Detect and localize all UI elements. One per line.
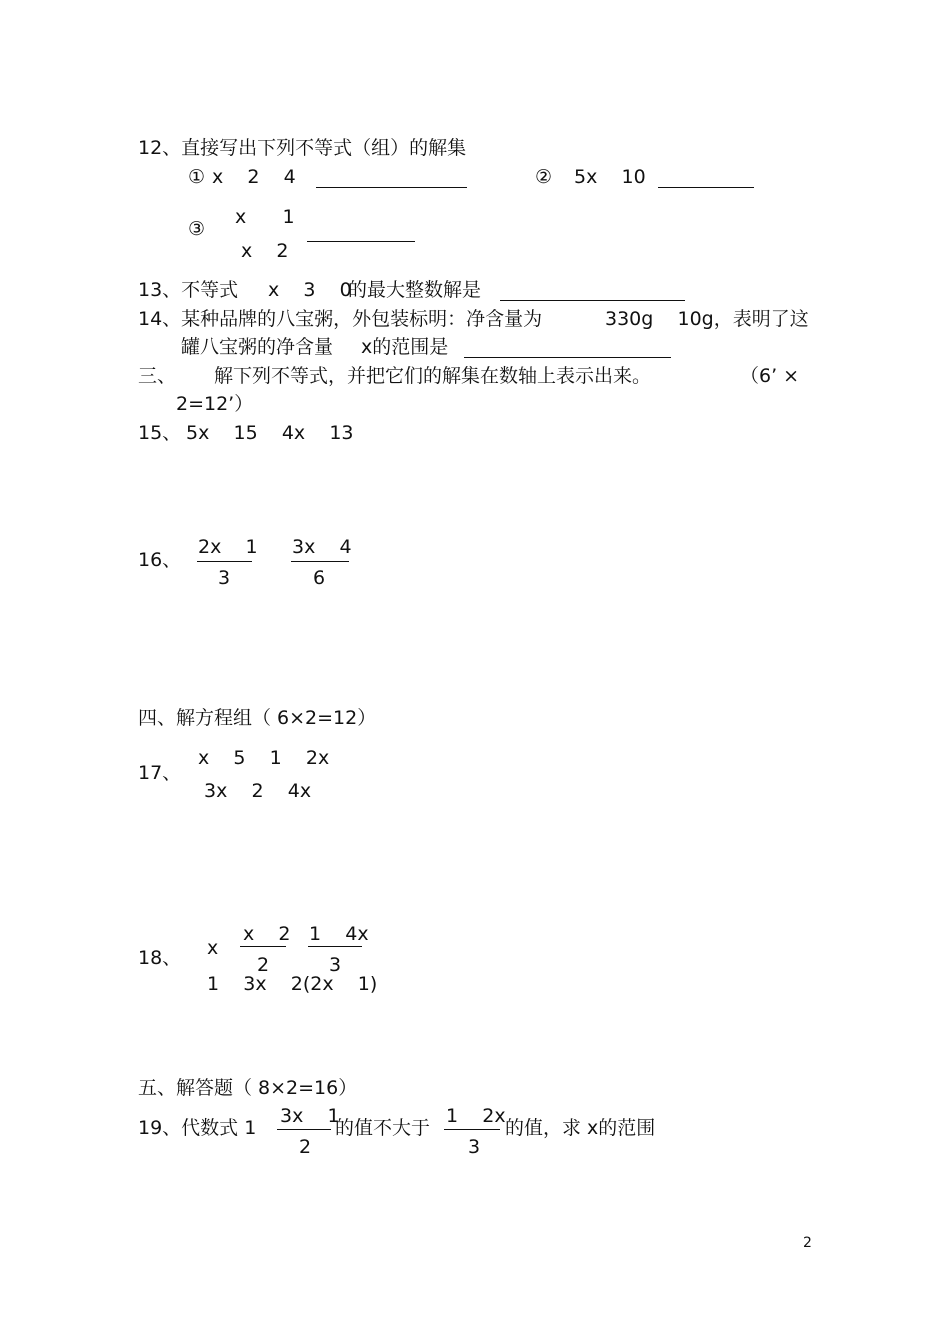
q14-answer-blank[interactable]	[464, 357, 671, 358]
q16-f1-denominator: 3	[218, 567, 231, 589]
q12-c-line2: x 2	[241, 240, 289, 262]
q13-suffix: 的最大整数解是	[348, 279, 482, 301]
q13-expr: x 3 0	[268, 279, 352, 301]
section-3-number: 三、	[138, 365, 177, 387]
q15-expr: 5x 15 4x 13	[186, 422, 354, 444]
q19-suffix: 的值，求 x的范围	[505, 1117, 656, 1139]
q17-number: 17、	[138, 762, 182, 784]
q18-f1-bar	[240, 946, 286, 947]
q14-line1-b: 330g 10g，表明了这	[605, 308, 809, 330]
page-number: 2	[803, 1235, 812, 1251]
q19-f1-denominator: 2	[299, 1136, 312, 1158]
section-5-heading: 五、解答题（ 8×2=16）	[138, 1077, 358, 1099]
q16-f2-denominator: 6	[313, 567, 326, 589]
q14-line1-a: 14、某种品牌的八宝粥，外包装标明：净含量为	[138, 308, 543, 330]
q16-f1-bar	[197, 561, 252, 562]
q13-answer-blank[interactable]	[500, 300, 685, 301]
q12-a-mark: ①	[188, 166, 206, 188]
q19-f1-bar	[277, 1129, 331, 1130]
q18-f2-numerator: 1 4x	[309, 923, 369, 945]
q17-line1: x 5 1 2x	[198, 747, 330, 769]
q18-number: 18、	[138, 947, 182, 969]
q12-a-answer-blank[interactable]	[316, 187, 467, 188]
q12-a-expr: x 2 4	[212, 166, 296, 188]
q19-f2-bar	[444, 1129, 500, 1130]
q16-f1-numerator: 2x 1	[198, 536, 258, 558]
q19-prefix: 19、代数式 1	[138, 1117, 257, 1139]
q18-f1-numerator: x 2	[243, 923, 291, 945]
q12-b-answer-blank[interactable]	[658, 187, 754, 188]
q12-b-mark: ②	[535, 166, 553, 188]
q18-f1-denominator: 2	[257, 954, 270, 976]
q16-number: 16、	[138, 549, 182, 571]
q12-c-answer-blank[interactable]	[307, 241, 415, 242]
q12-title: 12、直接写出下列不等式（组）的解集	[138, 137, 467, 159]
q16-f2-numerator: 3x 4	[292, 536, 352, 558]
q18-f2-denominator: 3	[329, 954, 342, 976]
q19-f2-denominator: 3	[468, 1136, 481, 1158]
q19-f1-numerator: 3x 1	[280, 1105, 340, 1127]
q18-line2: 1 3x 2(2x 1)	[207, 973, 378, 995]
section-3-heading: 解下列不等式，并把它们的解集在数轴上表示出来。	[214, 365, 652, 387]
q17-line2: 3x 2 4x	[204, 780, 312, 802]
section-3-score-b: 2=12’）	[176, 393, 254, 415]
q14-line2-a: 罐八宝粥的净含量	[181, 336, 334, 358]
q12-c-mark: ③	[188, 218, 206, 240]
q19-f2-numerator: 1 2x	[446, 1105, 506, 1127]
q18-x: x	[207, 937, 219, 959]
q16-f2-bar	[291, 561, 349, 562]
q13-prefix: 13、不等式	[138, 279, 239, 301]
q14-line2-b: x的范围是	[361, 336, 449, 358]
q19-middle-text: 的值不大于	[335, 1117, 431, 1139]
q18-f2-bar	[308, 946, 362, 947]
q12-b-expr: 5x 10	[574, 166, 646, 188]
q12-c-line1: x 1	[235, 206, 295, 228]
section-3-score-a: （6’ ×	[740, 365, 800, 387]
q15-number: 15、	[138, 422, 182, 444]
section-4-heading: 四、解方程组（ 6×2=12）	[138, 707, 377, 729]
